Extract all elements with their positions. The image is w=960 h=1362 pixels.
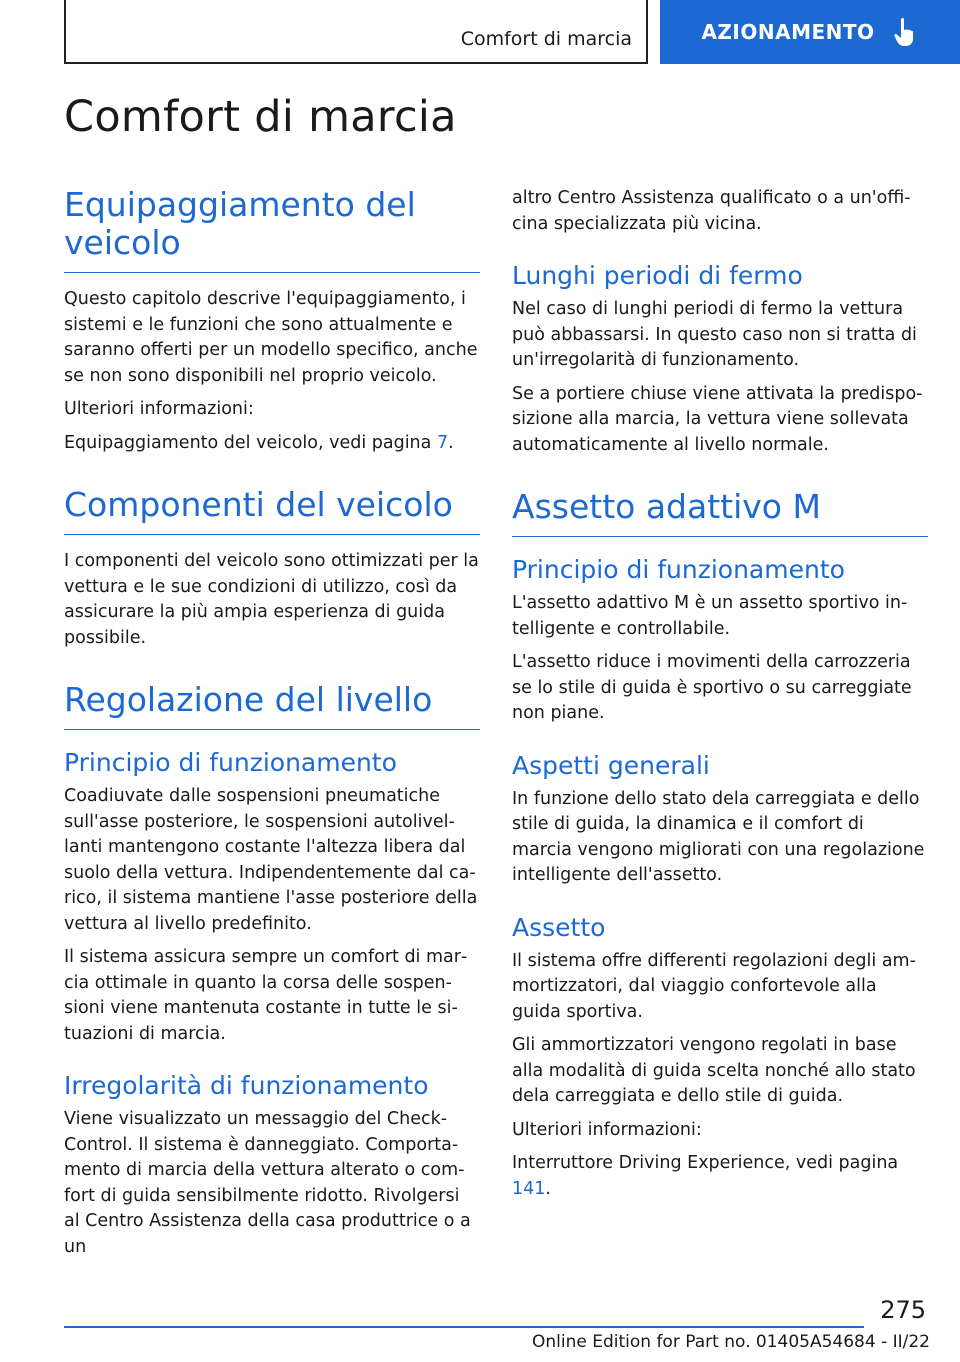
paragraph: L'assetto riduce i movimenti della carrozzeria se lo stile di guida è sportivo o su carreggiate non piane. bbox=[512, 652, 912, 723]
paragraph: Il sistema assicura sempre un comfort di marcia ottimale in quanto la corsa delle sospensioni viene mantenuta costante in tutte le situazioni di marcia. bbox=[64, 947, 468, 1044]
paragraph: Se a portiere chiuse viene attivata la predisposizione alla marcia, la vettura viene sollevata automaticamente al livello normale. bbox=[512, 383, 923, 455]
paragraph: I componenti del veicolo sono ottimizzati per la vettura e le sue condizioni di utilizzo, così da assicurare la più ampia esperienza di guida possibile. bbox=[64, 551, 479, 648]
paragraph: L'assetto adattivo M è un assetto sportivo intelligente e controllabile. bbox=[512, 593, 908, 639]
subsection-title-malfunction: Irregolarità di funzionamento bbox=[64, 1071, 429, 1100]
left-column bbox=[64, 186, 480, 1268]
footer-divider bbox=[64, 1326, 864, 1328]
page-link[interactable]: 141 bbox=[512, 1178, 546, 1199]
section-title-level-control: Regolazione del livello bbox=[64, 681, 480, 730]
paragraph: Nel caso di lunghi periodi di fermo la vettura può abbassarsi. In questo caso non si tratta di un'irregolarità di funzionamento. bbox=[512, 299, 917, 370]
section-title-vehicle-components: Componenti del veicolo bbox=[64, 486, 480, 535]
header-chapter-box bbox=[64, 0, 648, 64]
subsection-title-principle: Principio di funzionamento bbox=[512, 555, 845, 584]
paragraph: In funzione dello stato dela carreggiata e dello stile di guida, la dinamica e il comfort di marcia vengono migliorati con una regolazione intelligente dell'assetto. bbox=[512, 788, 925, 885]
paragraph: altro Centro Assistenza qualificato o a un'officina specializzata più vicina. bbox=[512, 188, 911, 234]
paragraph: Ulteriori informazioni: bbox=[64, 399, 254, 419]
paragraph: Il sistema offre differenti regolazioni degli ammortizzatori, dal viaggio confortevole alla guida sportiva. bbox=[512, 950, 916, 1022]
paragraph: Viene visualizzato un messaggio del Check-Control. Il sistema è danneggiato. Comportamento di marcia della vettura alterato o comfort di guida sensibilmente ridotto. Rivolgersi al Centro Assistenza della casa produttrice o a un bbox=[64, 1109, 471, 1257]
subsection-title-setup: Assetto bbox=[512, 912, 606, 942]
paragraph: Questo capitolo descrive l'equipaggiamento, i sistemi e le funzioni che sono attualmente e saranno offerti per un modello specifico, anche se non sono disponibili nel proprio veicolo. bbox=[64, 289, 478, 386]
pointing-hand-icon bbox=[893, 17, 919, 47]
right-column bbox=[512, 186, 928, 1210]
paragraph: Equipaggiamento del veicolo, vedi pagina 7. bbox=[64, 432, 454, 453]
paragraph: Ulteriori informazioni: bbox=[512, 1119, 702, 1140]
footer-edition: Online Edition for Part no. 01405A54684 - II/22 bbox=[531, 1332, 930, 1352]
page-link[interactable]: 7 bbox=[436, 432, 449, 453]
page-number: 275 bbox=[880, 1296, 926, 1324]
subsection-title-principle: Principio di funzionamento bbox=[64, 748, 397, 777]
subsection-title-general: Aspetti generali bbox=[512, 750, 710, 780]
header-section-tab bbox=[660, 0, 960, 64]
section-title-adaptive-suspension: Assetto adattivo M bbox=[512, 488, 928, 537]
header-chapter-title: Comfort di marcia bbox=[460, 28, 632, 50]
paragraph: Coadiuvate dalle sospensioni pneumatiche sull'asse posteriore, le sospensioni autolivellanti mantengono costante l'altezza libera dal suolo della vettura. Indipendentemente dal carico, il sistema mantiene l'asse posteriore della vettura al livello predefinito. bbox=[64, 786, 478, 934]
subsection-title-standstill: Lunghi periodi di fermo bbox=[512, 261, 803, 290]
page-title: Comfort di marcia bbox=[64, 92, 457, 142]
header-section-title: AZIONAMENTO bbox=[701, 20, 875, 44]
section-title-vehicle-equipment: Equipaggiamento del veicolo bbox=[64, 186, 480, 273]
paragraph: Gli ammortizzatori vengono regolati in base alla modalità di guida scelta nonché allo stato dela carreggiata e dello stile di guida. bbox=[512, 1035, 916, 1106]
paragraph: Interruttore Driving Experience, vedi pagina 141. bbox=[512, 1153, 899, 1199]
